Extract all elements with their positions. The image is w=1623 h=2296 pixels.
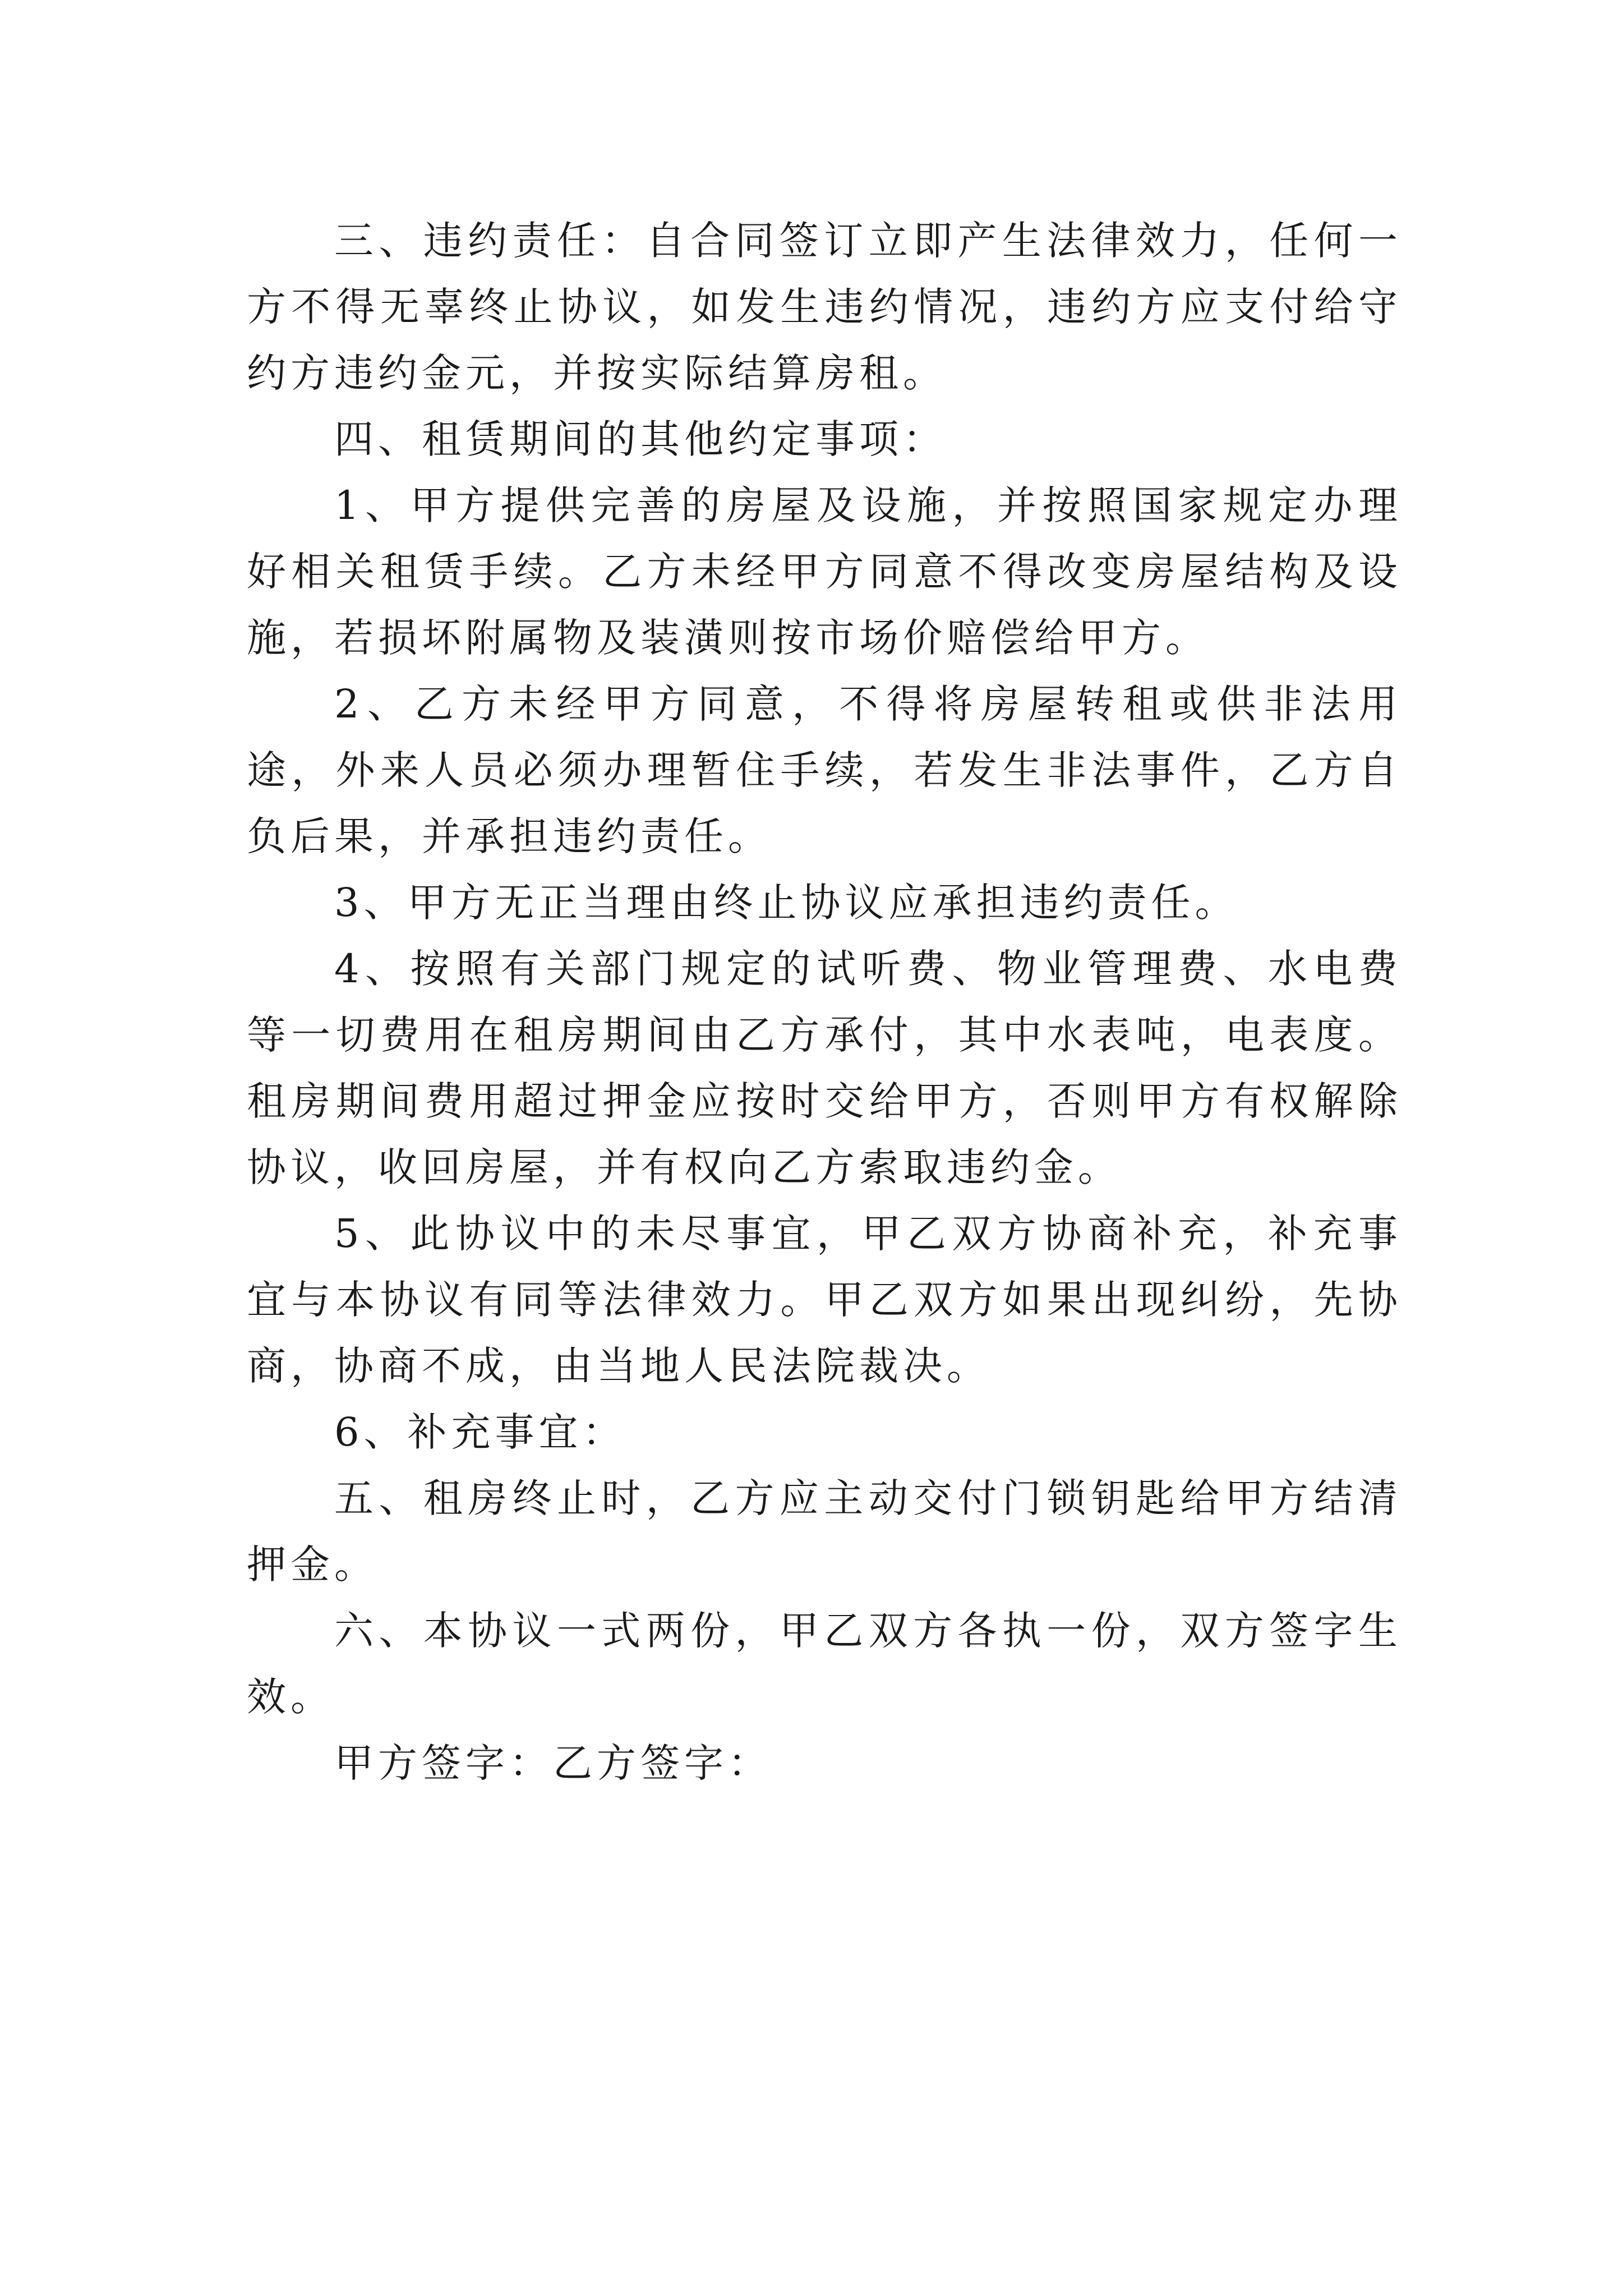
clause-item-2: 2、乙方未经甲方同意，不得将房屋转租或供非法用途，外来人员必须办理暂住手续，若发生非法事件，乙方自负后果，并承担违约责任。 xyxy=(247,681,1402,859)
clause-breach-liability: 三、违约责任：自合同签订立即产生法律效力，任何一方不得无辜终止协议，如发生违约情况，违约方应支付给守约方违约金元，并按实际结算房租。 xyxy=(247,218,1402,396)
clause-item-4: 4、按照有关部门规定的试听费、物业管理费、水电费等一切费用在租房期间由乙方承付，其中水表吨，电表度。租房期间费用超过押金应按时交给甲方，否则甲方有权解除协议，收回房屋，并有权向乙方索取违约金。 xyxy=(247,946,1402,1190)
clause-item-3: 3、甲方无正当理由终止协议应承担违约责任。 xyxy=(334,880,1239,926)
clause-other-terms-heading: 四、租赁期间的其他约定事项： xyxy=(334,416,947,462)
clause-item-1: 1、甲方提供完善的房屋及设施，并按照国家规定办理好相关租赁手续。乙方未经甲方同意不得改变房屋结构及设施，若损坏附属物及装潢则按市场价赔偿给甲方。 xyxy=(247,482,1402,661)
clause-item-5: 5、此协议中的未尽事宜，甲乙双方协商补充，补充事宜与本协议有同等法律效力。甲乙双方如果出现纠纷，先协商，协商不成，由当地人民法院裁决。 xyxy=(247,1211,1402,1389)
signature-line: 甲方签字：乙方签字： xyxy=(334,1740,772,1786)
clause-termination: 五、租房终止时，乙方应主动交付门锁钥匙给甲方结清押金。 xyxy=(247,1475,1402,1588)
clause-item-6: 6、补充事宜： xyxy=(334,1409,626,1455)
document-body xyxy=(247,208,1402,1796)
clause-copies: 六、本协议一式两份，甲乙双方各执一份，双方签字生效。 xyxy=(247,1608,1402,1720)
